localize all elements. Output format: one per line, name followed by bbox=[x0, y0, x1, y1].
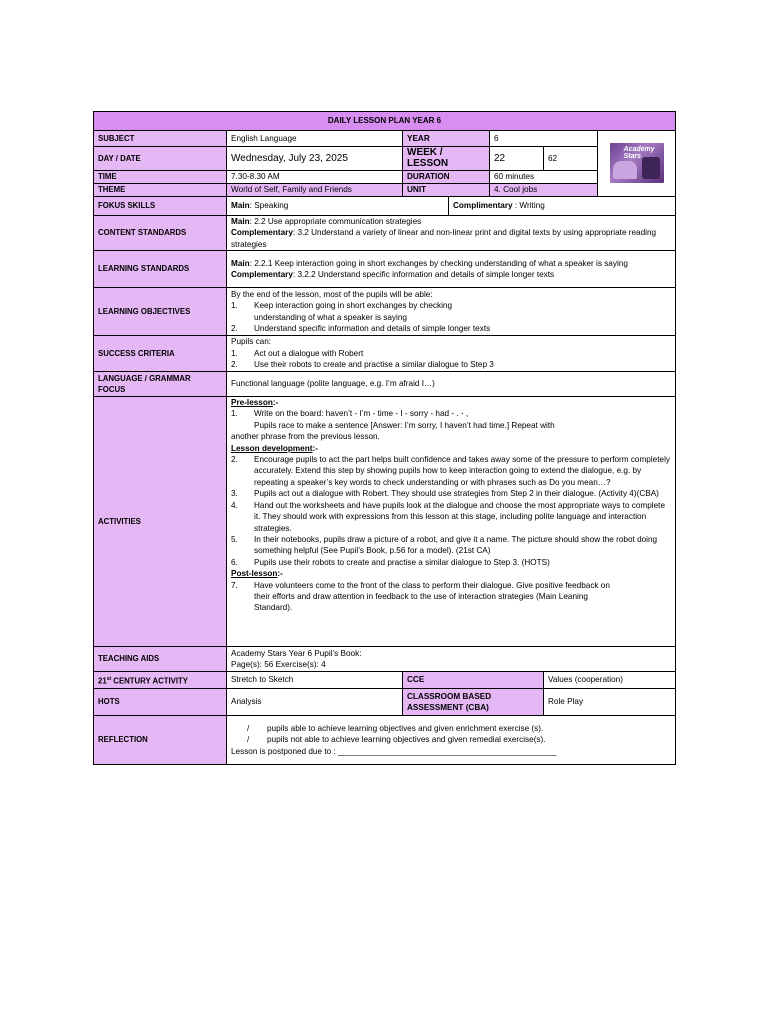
activity-item bbox=[231, 488, 671, 499]
post-lesson-heading bbox=[231, 568, 671, 579]
lesson-value: 62 bbox=[544, 147, 598, 171]
learning-comp-label: Complementary bbox=[231, 270, 293, 280]
century-activity-value: Stretch to Sketch bbox=[227, 672, 403, 689]
learning-comp-value: : 3.2.2 Understand specific information and details of simple longer texts bbox=[292, 270, 555, 280]
activity-number: 1. bbox=[231, 409, 238, 419]
pre-lesson-heading-suffix: :- bbox=[272, 398, 279, 408]
hots-value: Analysis bbox=[227, 689, 403, 716]
activity-number: 5. bbox=[231, 534, 238, 544]
teaching-aids-line1: Academy Stars Year 6 Pupil’s Book: bbox=[231, 648, 362, 658]
fokus-comp-value: : Writing bbox=[512, 201, 545, 211]
objective-text: Keep interaction going in short exchanges by checking bbox=[254, 301, 452, 311]
activity-item bbox=[231, 580, 671, 614]
lesson-development-heading bbox=[231, 443, 671, 454]
cba-value: Role Play bbox=[544, 689, 676, 716]
activities-cell bbox=[227, 397, 676, 647]
year-value: 6 bbox=[490, 131, 598, 147]
success-number: 1. bbox=[231, 348, 238, 358]
success-text: Use their robots to create and practise a similar dialogue to Step 3 bbox=[254, 360, 494, 370]
week-value: 22 bbox=[490, 147, 544, 171]
pre-lesson-heading-text: Pre-lesson bbox=[231, 398, 273, 408]
book-cover-title: Academy Stars bbox=[623, 146, 655, 161]
language-focus-label bbox=[94, 372, 227, 397]
time-label: TIME bbox=[94, 170, 227, 183]
learning-standards-label: LEARNING STANDARDS bbox=[94, 251, 227, 288]
fokus-main-value: : Speaking bbox=[249, 201, 289, 211]
activity-text: In their notebooks, pupils draw a picture of a robot, and give it a name. The picture should show the robot doing something helpful (See Pupil’s Book, p.56 for a model). (21st CA) bbox=[254, 534, 658, 556]
content-main-label: Main bbox=[231, 216, 250, 226]
year-label: YEAR bbox=[403, 131, 490, 147]
activity-item bbox=[231, 500, 671, 534]
cba-label bbox=[403, 689, 544, 716]
century-label-number: 21 bbox=[98, 676, 107, 686]
reflection-mark: / bbox=[247, 723, 250, 733]
activity-item bbox=[231, 408, 671, 419]
content-standards-cell bbox=[227, 215, 676, 250]
reflection-postponed-line: Lesson is postponed due to : ________________________________________________ bbox=[231, 746, 557, 756]
teaching-aids-line2: Page(s): 56 Exercise(s): 4 bbox=[231, 660, 326, 670]
learning-main-label: Main bbox=[231, 258, 250, 268]
activity-item bbox=[231, 534, 671, 557]
learning-objectives-cell bbox=[227, 288, 676, 336]
fokus-comp-cell bbox=[449, 196, 676, 215]
objective-item bbox=[231, 300, 671, 311]
post-lesson-heading-suffix: :- bbox=[277, 569, 283, 579]
teaching-aids-cell bbox=[227, 647, 676, 672]
reflection-label: REFLECTION bbox=[94, 716, 227, 765]
activity-number: 6. bbox=[231, 557, 238, 567]
century-activity-label bbox=[94, 672, 227, 689]
teaching-aids-label: TEACHING AIDS bbox=[94, 647, 227, 672]
lesson-development-heading-text: Lesson development bbox=[231, 443, 313, 453]
content-comp-value: : 3.2 Understand a variety of linear and non-linear print and digital texts by using appropriate reading strategies bbox=[231, 228, 657, 249]
subject-label: SUBJECT bbox=[94, 131, 227, 147]
learning-standards-cell bbox=[227, 251, 676, 288]
language-focus-label-line2: FOCUS bbox=[98, 385, 126, 395]
book-cover-figure bbox=[613, 161, 637, 179]
week-lesson-label: WEEK / LESSON bbox=[403, 147, 490, 171]
activity-item bbox=[231, 454, 671, 488]
reflection-text: pupils not able to achieve learning objectives and given remedial exercise(s). bbox=[267, 735, 546, 745]
activity-number: 7. bbox=[231, 580, 238, 590]
lesson-plan-page bbox=[93, 111, 675, 765]
objective-text: Understand specific information and details of simple longer texts bbox=[254, 323, 491, 333]
activity-number: 4. bbox=[231, 500, 238, 510]
learning-main-value: : 2.2.1 Keep interaction going in short exchanges by checking understanding of what a speaker is saying bbox=[249, 258, 628, 268]
activity-text: Hand out the worksheets and have pupils look at the dialogue and choose the most appropriate ways to complete it. They should work with expressions from this lesson at this stage, including polite language and interaction strategies. bbox=[254, 500, 665, 533]
cba-label-line2: ASSESSMENT (CBA) bbox=[407, 703, 489, 713]
book-cover-cell bbox=[598, 131, 676, 197]
activity-number: 3. bbox=[231, 489, 238, 499]
book-cover-image bbox=[610, 143, 664, 183]
activities-label: ACTIVITIES bbox=[94, 397, 227, 647]
time-value: 7.30-8.30 AM bbox=[227, 170, 403, 183]
lesson-development-heading-suffix: :- bbox=[312, 443, 318, 453]
theme-value: World of Self, Family and Friends bbox=[227, 183, 403, 196]
activity-text: Write on the board: haven’t - I’m - time - I - sorry - had - . - , bbox=[254, 409, 469, 419]
fokus-main-label: Main bbox=[231, 201, 250, 211]
objectives-intro: By the end of the lesson, most of the pupils will be able: bbox=[231, 289, 433, 299]
unit-value: 4. Cool jobs bbox=[490, 183, 598, 196]
objective-item bbox=[231, 323, 671, 334]
reflection-line bbox=[231, 734, 671, 745]
theme-label: THEME bbox=[94, 183, 227, 196]
objective-number: 1. bbox=[231, 301, 238, 311]
cba-label-line1: CLASSROOM BASED bbox=[407, 691, 492, 701]
unit-label: UNIT bbox=[403, 183, 490, 196]
success-number: 2. bbox=[231, 360, 238, 370]
day-date-label: DAY / DATE bbox=[94, 147, 227, 171]
lesson-plan-title: DAILY LESSON PLAN YEAR 6 bbox=[94, 112, 676, 131]
objective-continuation: understanding of what a speaker is saying bbox=[254, 312, 407, 322]
century-label-suffix: st bbox=[106, 675, 112, 682]
reflection-line bbox=[231, 723, 671, 734]
content-comp-label: Complementary bbox=[231, 228, 293, 238]
activity-continuation: Pupils race to make a sentence [Answer: I’m sorry, I haven’t had time.] Repeat with bbox=[254, 420, 555, 430]
language-focus-value: Functional language (polite language, e.g. I’m afraid I…) bbox=[227, 372, 676, 397]
cce-label: CCE bbox=[403, 672, 544, 689]
activity-text: Encourage pupils to act the part helps built confidence and takes away some of the pressure to perform completely accurately. Extend this step by showing pupils how to keep interaction going to extend the dialogue, e.g. by repeating a speaker’s key words to check understanding or with phrases such as Do you mean…? bbox=[254, 455, 670, 487]
activity-text: Have volunteers come to the front of the class to perform their dialogue. Give positive feedback on their efforts and draw attention in feedback to the use of interaction strategies (Main Leaning Standard). bbox=[254, 580, 610, 613]
content-standards-label: CONTENT STANDARDS bbox=[94, 215, 227, 250]
book-cover-robot bbox=[642, 157, 660, 179]
date-value: Wednesday, July 23, 2025 bbox=[227, 147, 403, 171]
reflection-text: pupils able to achieve learning objectives and given enrichment exercise (s). bbox=[267, 723, 544, 733]
activity-text: Pupils act out a dialogue with Robert. They should use strategies from Step 2 in their dialogue. (Activity 4)(CBA) bbox=[254, 489, 659, 499]
reflection-cell bbox=[227, 716, 676, 765]
learning-objectives-label: LEARNING OBJECTIVES bbox=[94, 288, 227, 336]
activity-continuation: another phrase from the previous lesson. bbox=[231, 432, 380, 442]
activity-text: Pupils use their robots to create and practise a similar dialogue to Step 3. (HOTS) bbox=[254, 557, 550, 567]
century-label-text: CENTURY ACTIVITY bbox=[111, 676, 188, 686]
activity-item bbox=[231, 557, 671, 568]
content-main-value: : 2.2 Use appropriate communication strategies bbox=[249, 216, 422, 226]
fokus-skills-label: FOKUS SKILLS bbox=[94, 196, 227, 215]
success-intro: Pupils can: bbox=[231, 337, 272, 347]
fokus-main-cell bbox=[227, 196, 449, 215]
duration-label: DURATION bbox=[403, 170, 490, 183]
post-lesson-heading-text: Post-lesson bbox=[231, 569, 278, 579]
hots-label: HOTS bbox=[94, 689, 227, 716]
cce-value: Values (cooperation) bbox=[544, 672, 676, 689]
success-item bbox=[231, 348, 671, 359]
success-text: Act out a dialogue with Robert bbox=[254, 348, 364, 358]
pre-lesson-heading bbox=[231, 397, 671, 408]
reflection-mark: / bbox=[247, 735, 250, 745]
lesson-plan-table bbox=[93, 111, 676, 765]
language-focus-label-line1: LANGUAGE / GRAMMAR bbox=[98, 373, 191, 383]
success-criteria-label: SUCCESS CRITERIA bbox=[94, 336, 227, 372]
success-item bbox=[231, 359, 671, 370]
objective-number: 2. bbox=[231, 323, 238, 333]
success-criteria-cell bbox=[227, 336, 676, 372]
fokus-comp-label: Complimentary bbox=[453, 201, 513, 211]
subject-value: English Language bbox=[227, 131, 403, 147]
activity-number: 2. bbox=[231, 455, 238, 465]
duration-value: 60 minutes bbox=[490, 170, 598, 183]
